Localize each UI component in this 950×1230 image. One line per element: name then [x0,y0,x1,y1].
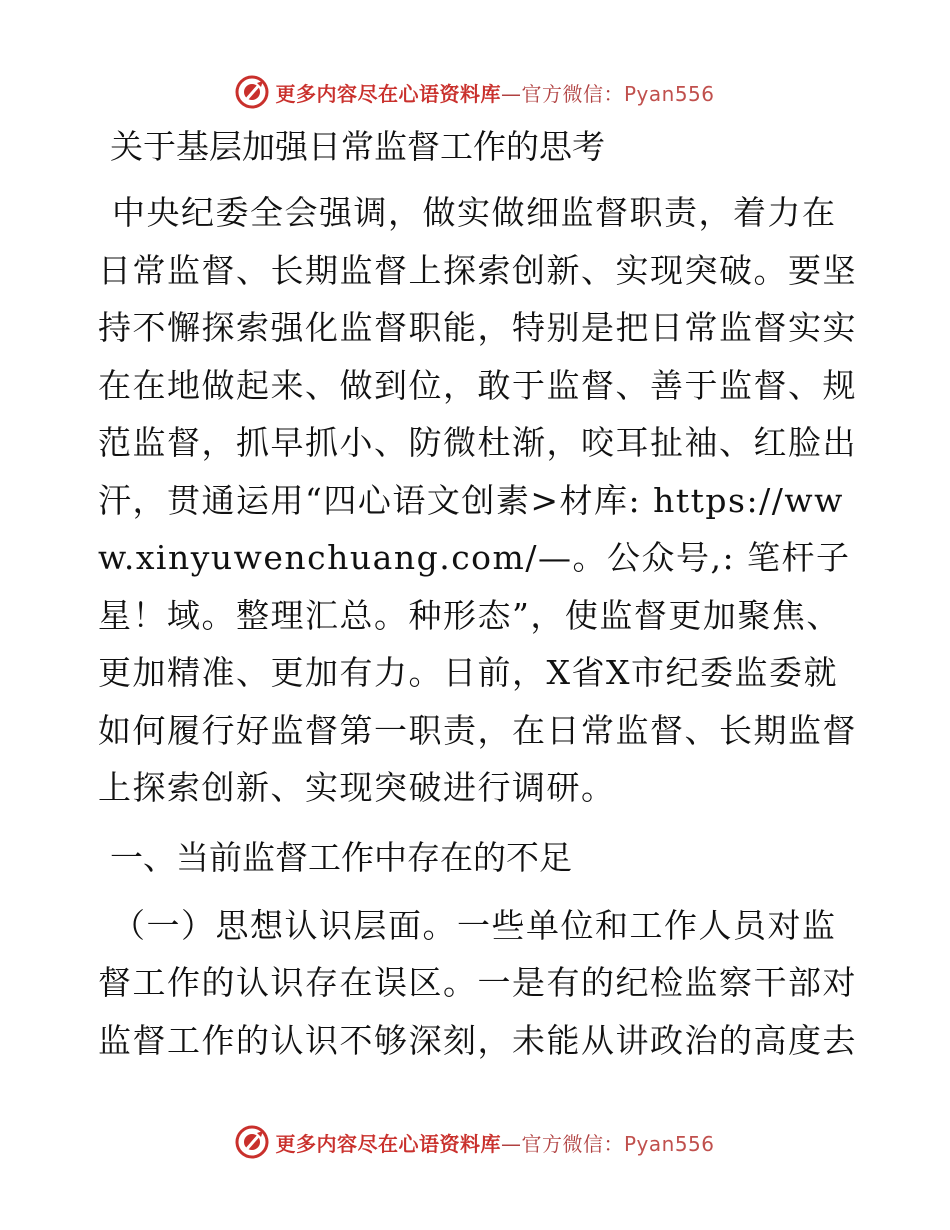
watermark-banner-top [0,72,950,112]
brand-logo-icon [235,75,269,109]
document-title: 关于基层加强日常监督工作的思考 [110,127,605,166]
watermark-suffix: 官方微信： [521,81,624,106]
watermark-wechat-id: Pyan556 [623,81,715,106]
paragraph-subsection: （一）思想认识层面。一些单位和工作人员对监督工作的认识存在误区。一是有的纪检监察干部对监督工作的认识不够深刻，未能从讲政治的高度去 [98,905,857,1060]
watermark-suffix: 官方微信： [521,1131,624,1156]
watermark-prefix: 更多内容尽在心语资料库 [275,81,501,106]
watermark-text [275,78,714,107]
document-body [98,118,858,1069]
brand-logo-icon [235,1125,269,1159]
watermark-dash: — [500,81,522,106]
watermark-banner-bottom [0,1122,950,1162]
paragraph-intro: 中央纪委全会强调，做实做细监督职责，着力在日常监督、长期监督上探索创新、实现突破。要坚持不懈探索强化监督职能，特别是把日常监督实实在在地做起来、做到位，敢于监督、善于监督、规范监督，抓早抓小、防微杜渐，咬耳扯袖、红脸出汗，贯通运用“四心语文创素>材库: https://www.xinyuwenchuang.com/—。公众号,: 笔杆子星！域。整理汇总。种形态”，使监督更加聚焦、更加精准、更加有力。日前，X省X市纪委监委就如何履行好监督第一职责，在日常监督、长期监督上探索创新、实现突破进行调研。 [98,193,857,807]
watermark-prefix: 更多内容尽在心语资料库 [275,1131,501,1156]
watermark-text [275,1128,714,1157]
section-heading: 一、当前监督工作中存在的不足 [110,837,572,877]
watermark-wechat-id: Pyan556 [623,1131,715,1156]
watermark-dash: — [500,1131,522,1156]
